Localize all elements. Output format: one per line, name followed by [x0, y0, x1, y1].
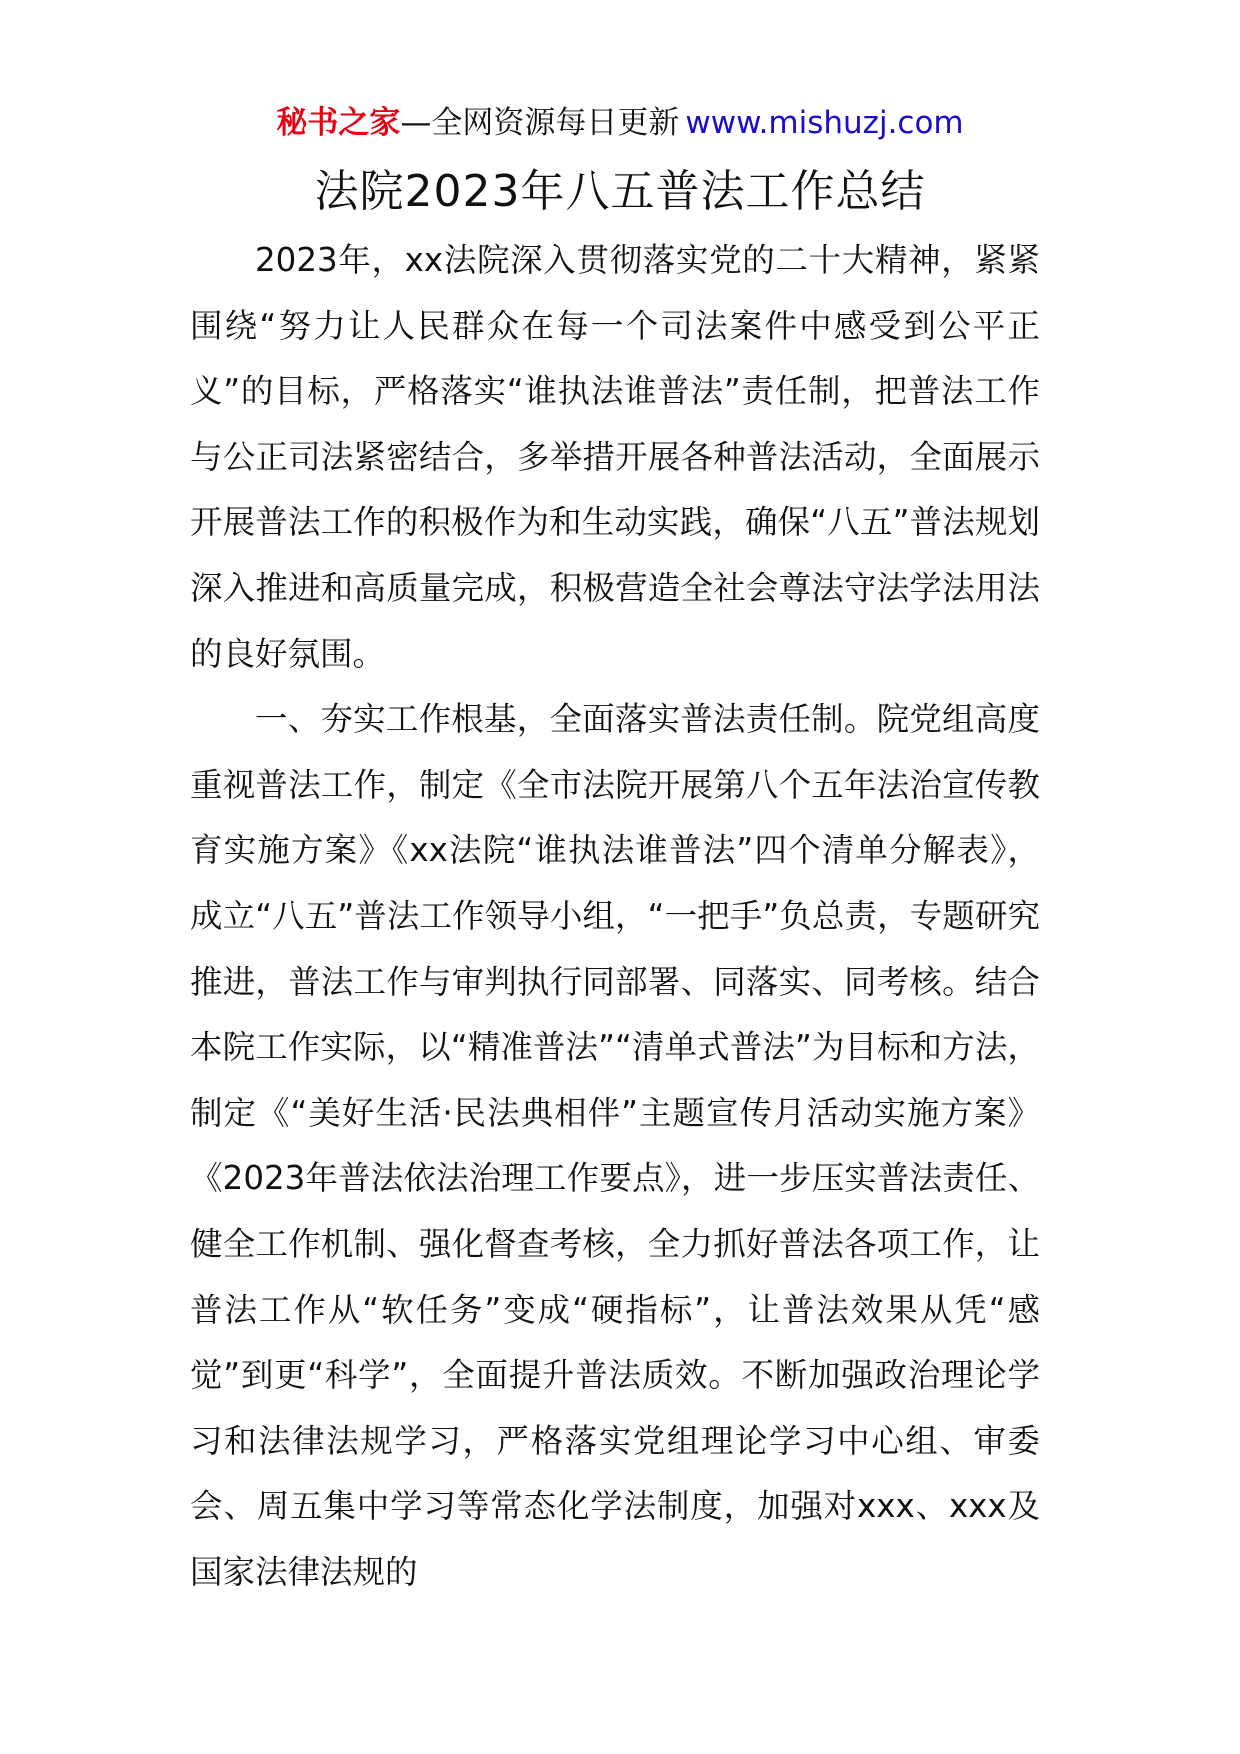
- intro-paragraph: 2023年，xx法院深入贯彻落实党的二十大精神，紧紧围绕“努力让人民群众在每一个司法案件中感受到公平正义”的目标，严格落实“谁执法谁普法”责任制，把普法工作与公正司法紧密结合，多举措开展各种普法活动，全面展示开展普法工作的积极作为和生动实践，确保“八五”普法规划深入推进和高质量完成，积极营造全社会尊法守法学法用法的良好氛围。: [190, 241, 1040, 673]
- site-url-link[interactable]: www.mishuzj.com: [685, 105, 964, 141]
- site-header: [0, 100, 1240, 146]
- document-title: 法院2023年八五普法工作总结: [314, 166, 926, 217]
- brand-name: 秘书之家: [276, 105, 401, 141]
- document-body: [190, 228, 1040, 1605]
- header-tagline: —全网资源每日更新: [400, 105, 680, 141]
- section-one-paragraph: 一、夯实工作根基，全面落实普法责任制。院党组高度重视普法工作，制定《全市法院开展第八个五年法治宣传教育实施方案》《xx法院“谁执法谁普法”四个清单分解表》，成立“八五”普法工作领导小组，“一把手”负总责，专题研究推进，普法工作与审判执行同部署、同落实、同考核。结合本院工作实际，以“精准普法”“清单式普法”为目标和方法，制定《“美好生活·民法典相伴”主题宣传月活动实施方案》《2023年普法依法治理工作要点》，进一步压实普法责任、健全工作机制、强化督查考核，全力抓好普法各项工作，让普法工作从“软任务”变成“硬指标”，让普法效果从凭“感觉”到更“科学”，全面提升普法质效。不断加强政治理论学习和法律法规学习，严格落实党组理论学习中心组、审委会、周五集中学习等常态化学法制度，加强对xxx、xxx及国家法律法规的: [190, 700, 1040, 1591]
